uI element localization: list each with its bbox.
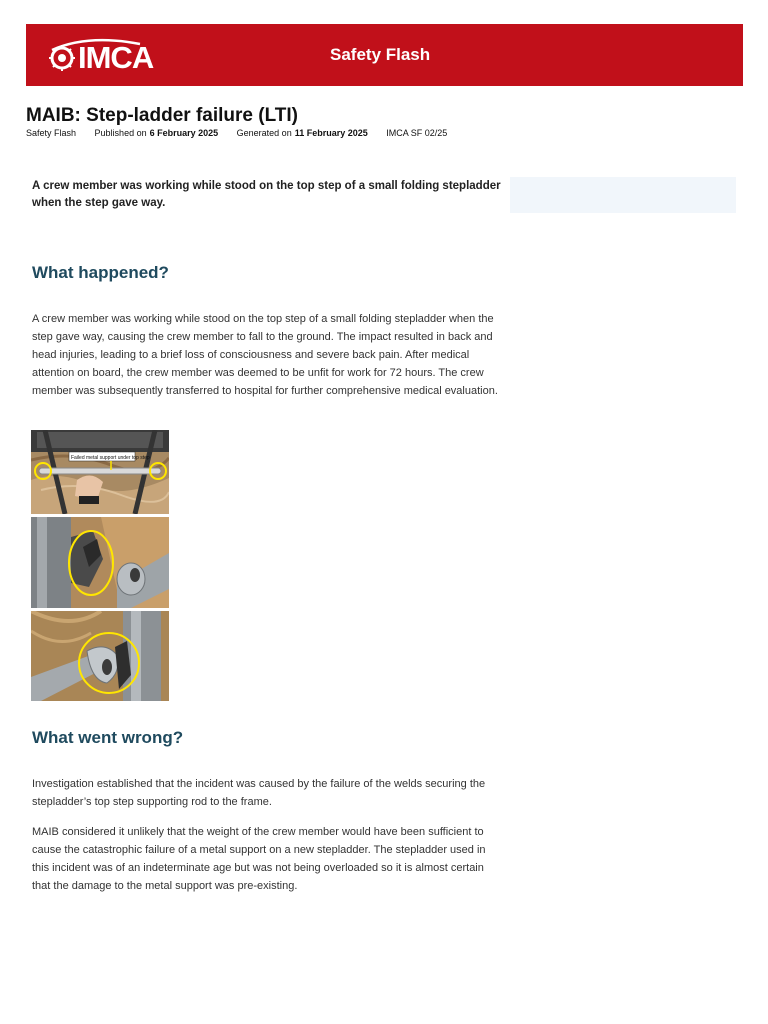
meta-generated: [237, 128, 368, 138]
ladder-photo-3-image: [31, 611, 169, 701]
ladder-photo-1-image: [31, 430, 169, 514]
meta-reference: IMCA SF 02/25: [386, 128, 448, 138]
section-paragraph: A crew member was working while stood on the top step of a small folding stepladder when the step gave way, causing the crew member to fall to the ground. The impact resulted in back and head injuries, leading to a brief loss of consciousness and severe back pain. After medical attention on board, the crew member was deemed to be unfit for work for 72 hours. The crew member was subsequently transferred to hospital for further comprehensive medical evaluation.: [32, 313, 498, 397]
article-meta: [26, 128, 463, 138]
imca-logo[interactable]: [48, 36, 160, 76]
sidebar-box: [510, 177, 736, 213]
section-paragraph: Investigation established that the incident was caused by the failure of the welds securing the stepladder’s top step supporting rod to the frame.: [32, 778, 486, 808]
incident-photo-failed-weld[interactable]: [31, 517, 169, 608]
meta-generated-label: Generated on: [236, 128, 292, 138]
incident-photo-broken-rod[interactable]: [31, 611, 169, 701]
banner-title: Safety Flash: [330, 45, 431, 64]
photo-caption: Failed metal support under top step: [71, 455, 150, 461]
meta-type: Safety Flash: [26, 128, 77, 138]
section-paragraph: MAIB considered it unlikely that the weight of the crew member would have been sufficient to cause the catastrophic failure of a metal support on a new stepladder. The stepladder used in this incident was of an indeterminate age but was not being overloaded so it is almost certain that the damage to the metal support was pre-existing.: [32, 826, 486, 892]
page-title: MAIB: Step-ladder failure (LTI): [26, 105, 298, 126]
section-heading-what-happened: What happened?: [32, 263, 169, 282]
logo-text: IMCA: [78, 40, 154, 75]
meta-published-date: 6 February 2025: [149, 128, 219, 138]
header-banner: [26, 24, 743, 86]
meta-published-label: Published on: [94, 128, 147, 138]
meta-generated-date: 11 February 2025: [294, 128, 368, 138]
section-heading-what-went-wrong: What went wrong?: [32, 728, 184, 747]
meta-published: [95, 128, 219, 138]
ladder-photo-2-image: [31, 517, 169, 608]
incident-photo-top-step[interactable]: [31, 430, 169, 514]
lead-summary: A crew member was working while stood on the top step of a small folding stepladder when the step gave way.: [32, 180, 501, 209]
